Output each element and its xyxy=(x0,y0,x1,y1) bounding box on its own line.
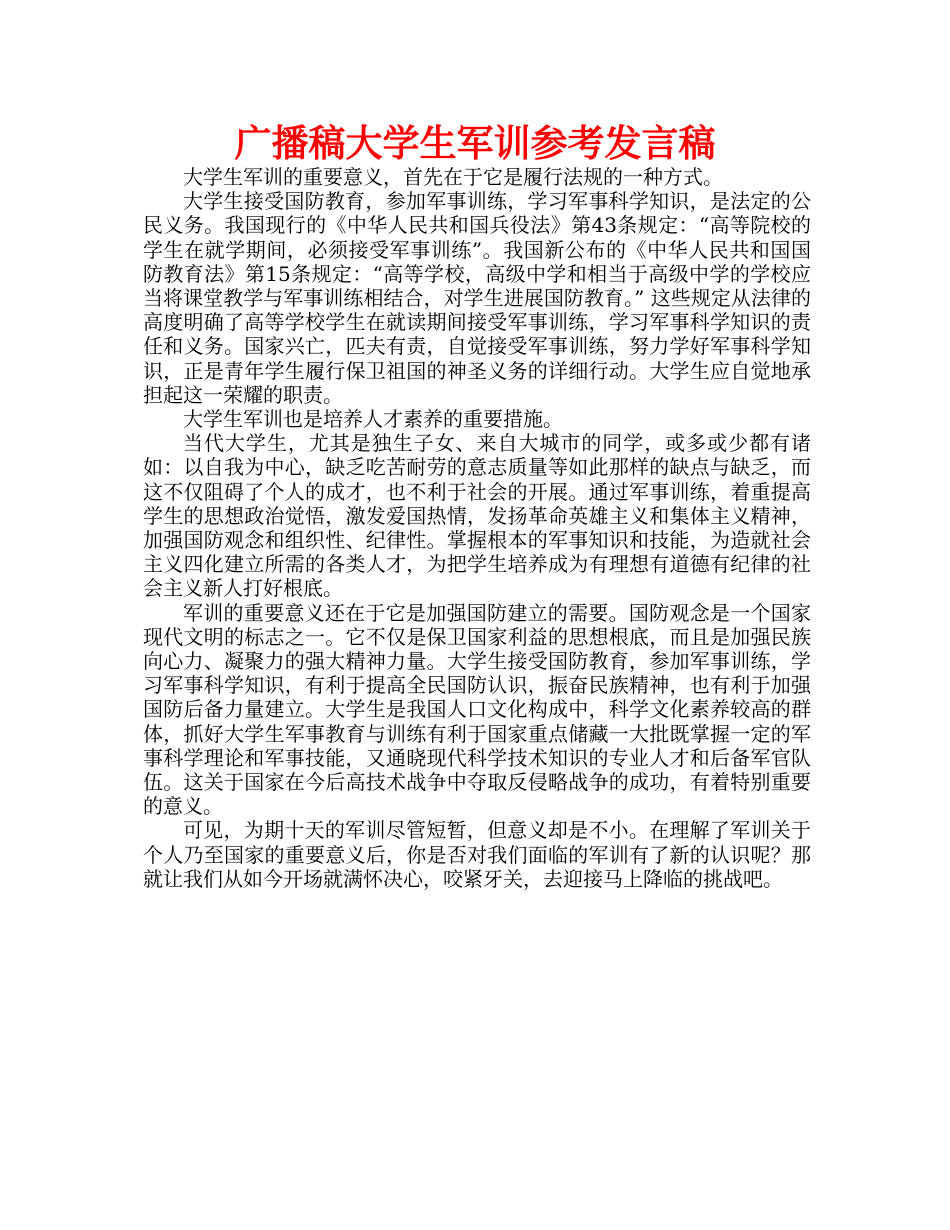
paragraph-1: 大学生军训的重要意义，首先在于它是履行法规的一种方式。 xyxy=(183,165,723,189)
paragraph-2: 大学生接受国防教育，参加军事训练，学习军事科学知识，是法定的公民义务。我国现行的《中华人民共和国兵役法》第43条规定：“高等院校的学生在就学期间，必须接受军事训练”。我国新公布的《中华人民共和国国防教育法》第15条规定：“高等学校，高级中学和相当于高级中学的学校应当将课堂教学与军事训练相结合，对学生进展国防教育。” 这些规定从法律的高度明确了高等学校学生在就读期间接受军事训练，学习军事科学知识的责任和义务。国家兴亡，匹夫有责，自觉接受军事训练，努力学好军事科学知识，正是青年学生履行保卫祖国的神圣义务的详细行动。大学生应自觉地承担起这一荣耀的职责。 xyxy=(143,189,811,407)
paragraph-6: 可见，为期十天的军训尽管短暂，但意义却是不小。在理解了军训关于个人乃至国家的重要意义后，你是否对我们面临的军训有了新的认识呢？那就让我们从如今开场就满怀决心，咬紧牙关，去迎接马上降临的挑战吧。 xyxy=(143,818,811,891)
paragraph-3: 大学生军训也是培养人才素养的重要措施。 xyxy=(183,407,563,432)
document-body xyxy=(143,165,811,891)
paragraph-5: 军训的重要意义还在于它是加强国防建立的需要。国防观念是一个国家现代文明的标志之一。它不仅是保卫国家利益的思想根底，而且是加强民族向心力、凝聚力的强大精神力量。大学生接受国防教育，参加军事训练，学习军事科学知识，有利于提高全民国防认识，振奋民族精神，也有利于加强国防后备力量建立。大学生是我国人口文化构成中，科学文化素养较高的群体，抓好大学生军事教育与训练有利于国家重点储藏一大批既掌握一定的军事科学理论和军事技能，又通晓现代科学技术知识的专业人才和后备军官队伍。这关于国家在今后高技术战争中夺取反侵略战争的成功，有着特别重要的意义。 xyxy=(143,600,811,819)
paragraph-4: 当代大学生，尤其是独生子女、来自大城市的同学，或多或少都有诸如：以自我为中心，缺乏吃苦耐劳的意志质量等如此那样的缺点与缺乏，而这不仅阻碍了个人的成才，也不利于社会的开展。通过军事训练，着重提高学生的思想政治觉悟，激发爱国热情，发扬革命英雄主义和集体主义精神，加强国防观念和组织性、纪律性。掌握根本的军事知识和技能，为造就社会主义四化建立所需的各类人才，为把学生培养成为有理想有道德有纪律的社会主义新人打好根底。 xyxy=(143,431,811,601)
document-title: 广播稿大学生军训参考发言稿 xyxy=(234,122,716,165)
